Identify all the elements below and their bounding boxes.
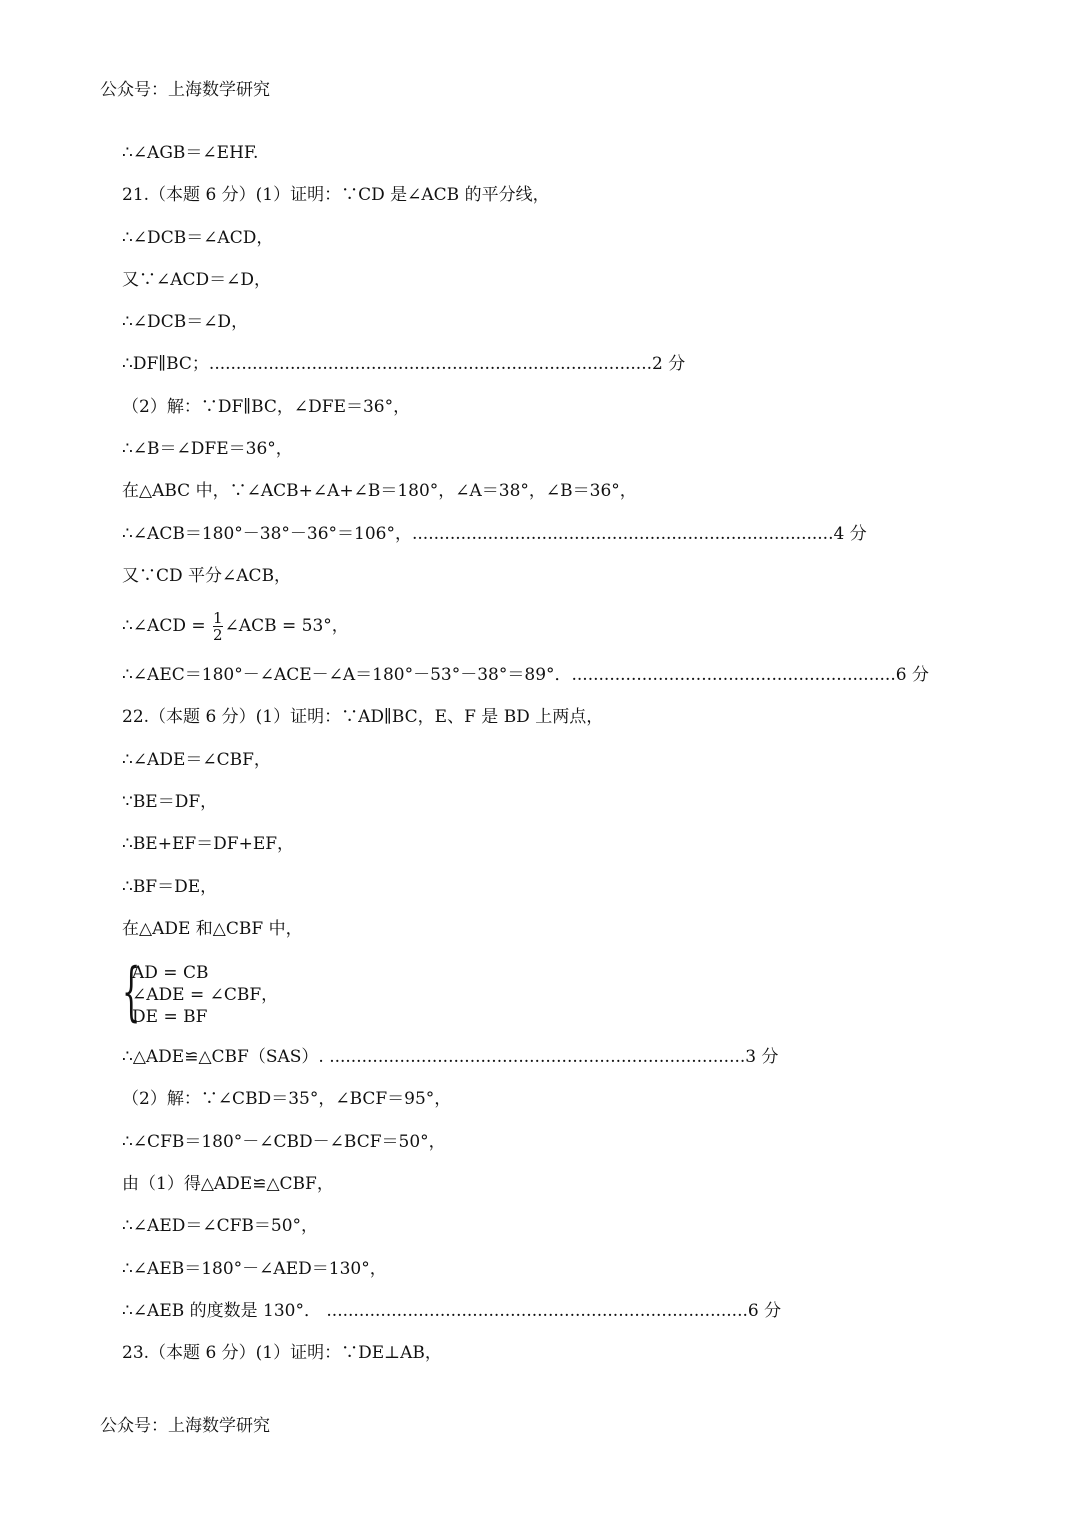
fraction-suffix: ∠ACB = 53°， (224, 616, 349, 636)
solution-line: ∴∠CFB＝180°－∠CBD－∠BCF＝50°， (122, 1132, 446, 1152)
solution-line: ∴DF∥BC；..................................................................................2 分 (122, 354, 686, 374)
fraction-line (122, 610, 349, 643)
solution-line: 21.（本题 6 分）(1）证明：∵CD 是∠ACB 的平分线， (122, 185, 550, 205)
solution-line: 又∵CD 平分∠ACB， (122, 566, 292, 586)
fraction-denominator: 2 (213, 626, 223, 644)
solution-line: 23.（本题 6 分）(1）证明：∵DE⊥AB， (122, 1343, 442, 1363)
solution-line: 在△ADE 和△CBF 中， (122, 919, 303, 939)
solution-line: ∵BE＝DF， (122, 792, 218, 812)
solution-line: ∴∠DCB＝∠ACD， (122, 228, 274, 248)
solution-line: 由（1）得△ADE≌△CBF， (122, 1174, 334, 1194)
fraction (213, 610, 223, 643)
solution-line: ∴∠AED＝∠CFB＝50°， (122, 1216, 319, 1236)
solution-line: ∴∠B＝∠DFE＝36°， (122, 439, 293, 459)
solution-line: ∴∠AEC＝180°－∠ACE－∠A＝180°－53°－38°＝89°．............................................................6 分 (122, 665, 929, 685)
system-eq-1: AD = CB (132, 963, 209, 983)
solution-line: 又∵∠ACD＝∠D， (122, 270, 272, 290)
solution-line: ∴∠DCB＝∠D， (122, 312, 249, 332)
fraction-numerator: 1 (213, 609, 223, 627)
header-label: 公众号：上海数学研究 (100, 80, 270, 100)
solution-line: ∴△ADE≌△CBF（SAS）. .............................................................................3 分 (122, 1047, 779, 1067)
solution-line: ∴∠AEB 的度数是 130°． ..............................................................................6 分 (122, 1301, 782, 1321)
solution-line: ∴∠AGB＝∠EHF. (122, 143, 259, 163)
left-brace-icon: { (122, 955, 141, 1029)
solution-line: （2）解：∵DF∥BC，∠DFE＝36°， (122, 397, 411, 417)
solution-line: 22.（本题 6 分）(1）证明：∵AD∥BC，E、F 是 BD 上两点， (122, 707, 604, 727)
solution-line: ∴BE+EF＝DF+EF， (122, 834, 295, 854)
fraction-prefix: ∴∠ACD = (122, 616, 212, 636)
footer-label: 公众号：上海数学研究 (100, 1416, 270, 1436)
system-eq-2: ∠ADE = ∠CBF， (132, 985, 279, 1005)
solution-line: ∴∠AEB＝180°－∠AED＝130°， (122, 1259, 387, 1279)
system-eq-3: DE = BF (132, 1007, 208, 1027)
solution-line: （2）解：∵∠CBD＝35°，∠BCF＝95°， (122, 1089, 452, 1109)
solution-line: 在△ABC 中，∵∠ACB+∠A+∠B＝180°，∠A＝38°，∠B＝36°， (122, 481, 637, 501)
solution-line: ∴BF＝DE， (122, 877, 218, 897)
solution-line: ∴∠ACB＝180°－38°－36°＝106°，..............................................................................4 分 (122, 524, 867, 544)
solution-line: ∴∠ADE＝∠CBF， (122, 750, 271, 770)
